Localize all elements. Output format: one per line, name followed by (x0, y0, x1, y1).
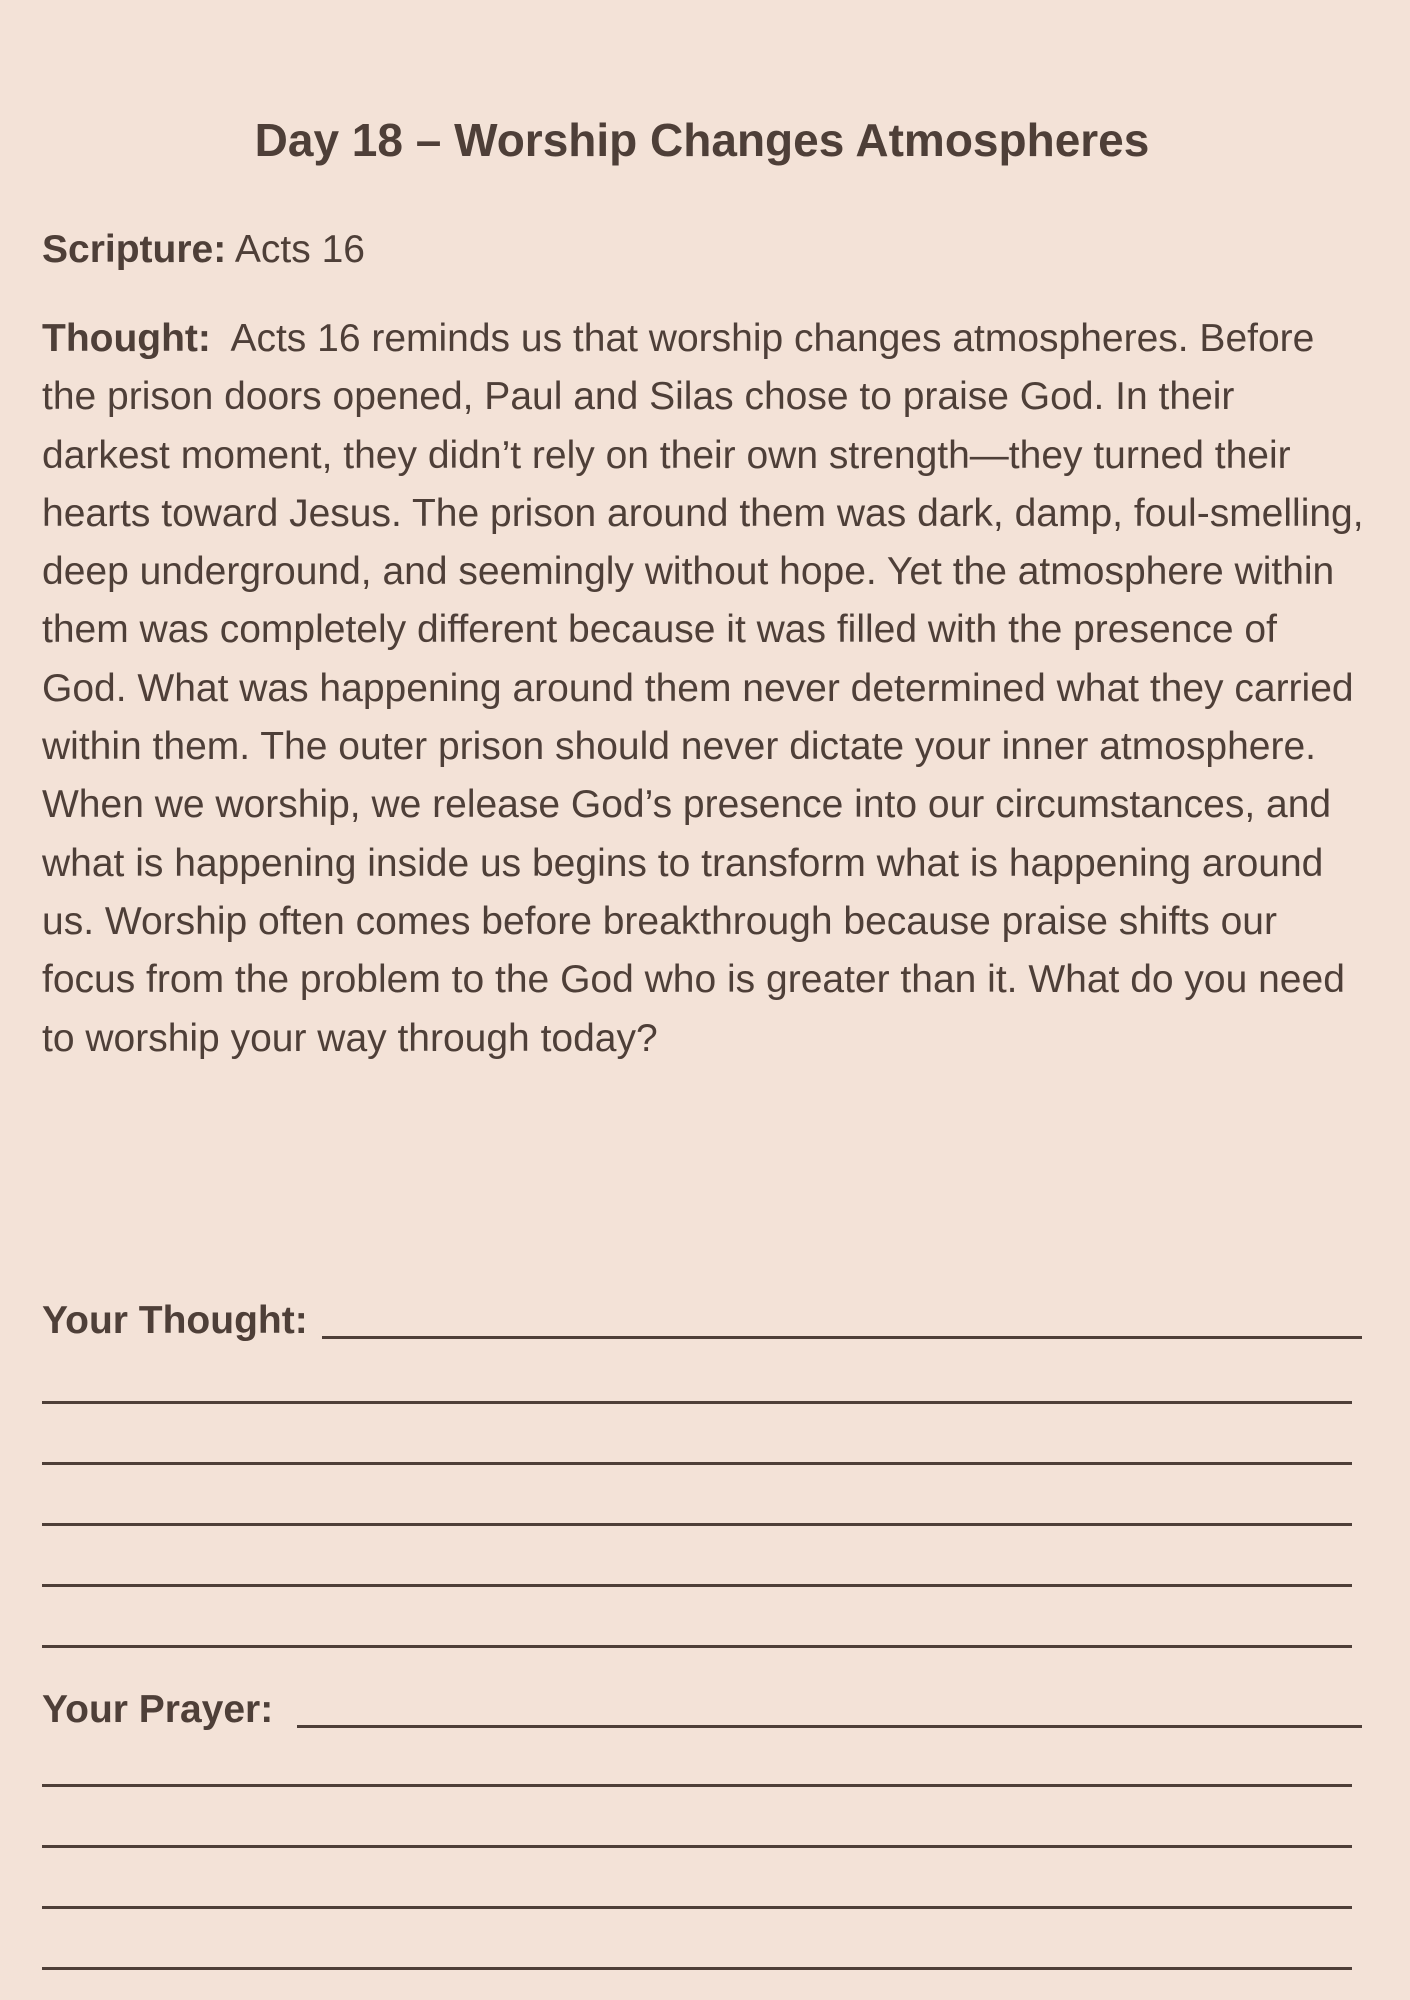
your-prayer-line[interactable] (42, 1906, 1352, 1909)
your-prayer-line[interactable] (42, 1845, 1352, 1848)
your-thought-line[interactable] (42, 1462, 1352, 1465)
your-thought-line[interactable] (42, 1584, 1352, 1587)
your-prayer-line[interactable] (42, 1784, 1352, 1787)
your-prayer-section (42, 1680, 1362, 1970)
your-thought-section (42, 1291, 1362, 1648)
scripture-label: Scripture: (42, 228, 227, 271)
thought-label: Thought: (42, 317, 211, 360)
your-thought-heading-row (42, 1291, 1362, 1351)
page-title: Day 18 – Worship Changes Atmospheres (254, 114, 1150, 166)
your-prayer-heading-row (42, 1680, 1362, 1740)
scripture-reference: Acts 16 (234, 228, 365, 271)
your-thought-line[interactable] (42, 1645, 1352, 1648)
your-prayer-label: Your Prayer: (42, 1688, 274, 1731)
your-thought-first-line[interactable] (322, 1336, 1362, 1339)
your-thought-line[interactable] (42, 1401, 1352, 1404)
thought-text: Acts 16 reminds us that worship changes atmospheres. Before the prison doors opened, Paul and Silas chose to praise God. In their darkest moment, they didn’t rely on their own strength—they turned their hearts toward Jesus. The prison around them was dark, damp, foul-smelling, deep underground, and seemingly without hope. Yet the atmosphere within them was completely different because it was filled with the presence of God. What was happening around them never determined what they carried within them. The outer prison should never dictate your inner atmosphere. When we worship, we release God’s presence into our circumstances, and what is happening inside us begins to transform what is happening around us. Worship often comes before breakthrough because praise shifts our focus from the problem to the God who is greater than it. What do you need to worship your way through today? (42, 317, 1364, 1060)
thought-paragraph (42, 310, 1372, 1068)
your-prayer-first-line[interactable] (297, 1725, 1362, 1728)
scripture-line (42, 220, 365, 280)
your-thought-line[interactable] (42, 1523, 1352, 1526)
your-prayer-line[interactable] (42, 1967, 1352, 1970)
your-thought-label: Your Thought: (42, 1299, 308, 1342)
